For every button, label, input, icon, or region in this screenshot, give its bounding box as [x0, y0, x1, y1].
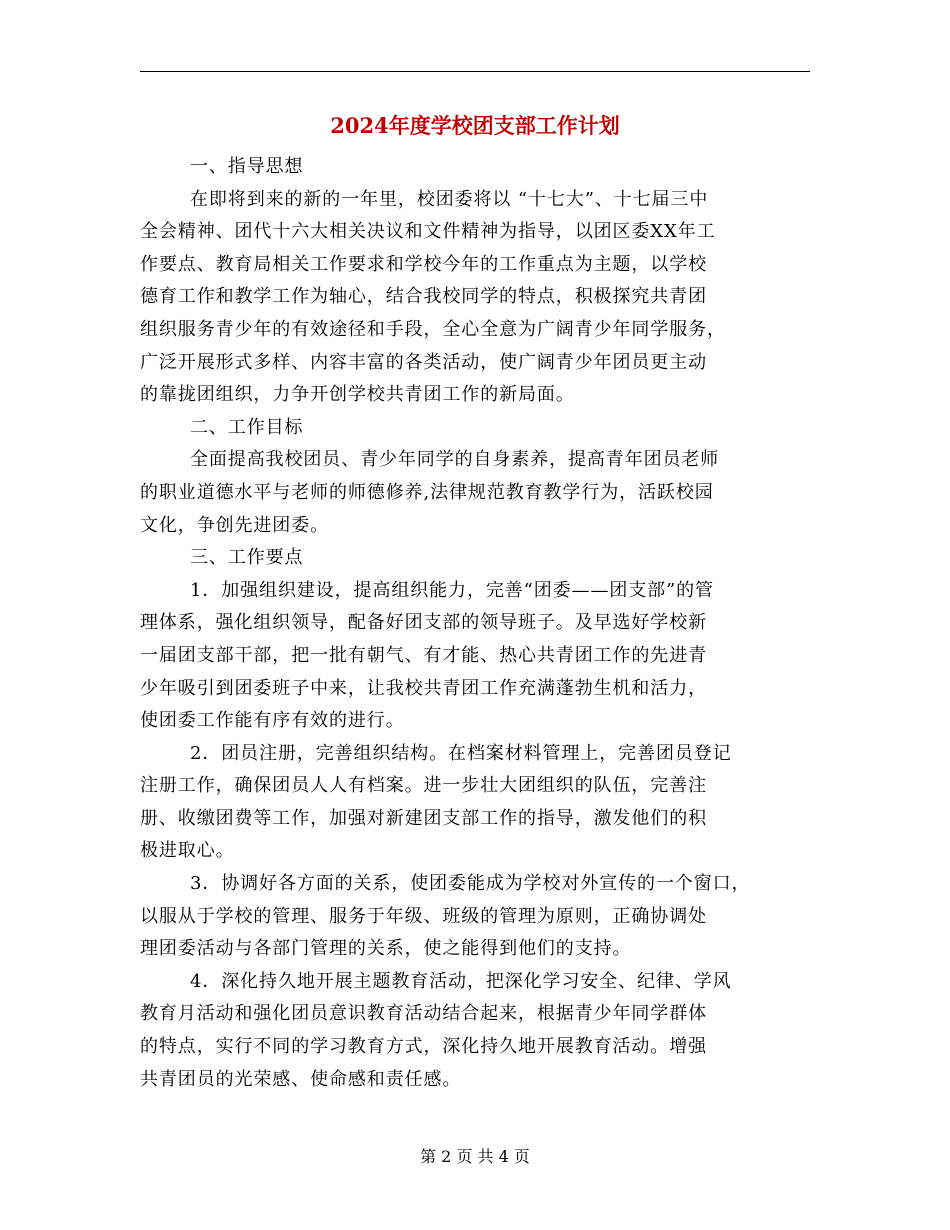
text-line: 的特点，实行不同的学习教育方式，深化持久地开展教育活动。增强: [140, 1036, 707, 1058]
text-line: 1．加强组织建设，提高组织能力，完善“团委——团支部”的管: [190, 579, 714, 601]
text-line: 注册工作，确保团员人人有档案。进一步壮大团组织的队伍，完善注: [140, 775, 707, 797]
text-line: 的职业道德水平与老师的师德修养,法律规范教育教学行为，活跃校园: [140, 481, 714, 503]
text-line: 使团委工作能有序有效的进行。: [140, 710, 405, 732]
page-footer: [0, 1145, 950, 1169]
text-line: 二、工作目标: [190, 416, 304, 438]
text-line: 少年吸引到团委班子中来，让我校共青团工作充满蓬勃生机和活力，: [140, 677, 707, 699]
text-line: 共青团员的光荣感、使命感和责任感。: [140, 1068, 462, 1090]
text-line: 册、收缴团费等工作，加强对新建团支部工作的指导，激发他们的积: [140, 807, 707, 829]
document-body: [140, 151, 810, 1096]
text-line: 一、指导思想: [190, 156, 304, 177]
header-rule: [140, 71, 810, 72]
text-line: 全会精神、团代十六大相关决议和文件精神为指导，以团区委XX年工: [140, 221, 716, 243]
text-line: 组织服务青少年的有效途径和手段，全心全意为广阔青少年同学服务，: [140, 318, 726, 340]
text-line: 极进取心。: [140, 840, 235, 862]
text-line: 2．团员注册，完善组织结构。在档案材料管理上，完善团员登记: [190, 742, 732, 764]
text-line: 作要点、教育局相关工作要求和学校今年的工作重点为主题，以学校: [140, 253, 707, 275]
document-title: 2024年度学校团支部工作计划: [330, 113, 620, 138]
text-line: 的靠拢团组织，力争开创学校共青团工作的新局面。: [140, 384, 575, 406]
text-line: 理团委活动与各部门管理的关系，使之能得到他们的支持。: [140, 938, 632, 960]
text-line: 德育工作和教学工作为轴心，结合我校同学的特点，积极探究共青团: [140, 286, 707, 308]
text-line: 全面提高我校团员、青少年同学的自身素养，提高青年团员老师: [190, 449, 720, 471]
text-line: 3．协调好各方面的关系，使团委能成为学校对外宣传的一个窗口，: [190, 873, 751, 895]
text-line: 三、工作要点: [190, 547, 304, 569]
text-line: 教育月活动和强化团员意识教育活动结合起来，根据青少年同学群体: [140, 1003, 707, 1025]
text-line: 理体系，强化组织领导，配备好团支部的领导班子。及早选好学校新: [140, 612, 707, 634]
text-line: 在即将到来的新的一年里，校团委将以 “十七大”、十七届三中: [190, 188, 709, 210]
text-line: 文化，争创先进团委。: [140, 514, 329, 536]
page-number-label: 第 2 页 共 4 页: [420, 1147, 530, 1166]
text-line: 4．深化持久地开展主题教育活动，把深化学习安全、纪律、学风: [190, 970, 732, 992]
text-line: 以服从于学校的管理、服务于年级、班级的管理为原则，正确协调处: [140, 905, 707, 927]
text-line: 广泛开展形式多样、内容丰富的各类活动，使广阔青少年团员更主动: [140, 351, 707, 373]
text-line: 一届团支部干部，把一批有朝气、有才能、热心共青团工作的先进青: [140, 644, 707, 666]
